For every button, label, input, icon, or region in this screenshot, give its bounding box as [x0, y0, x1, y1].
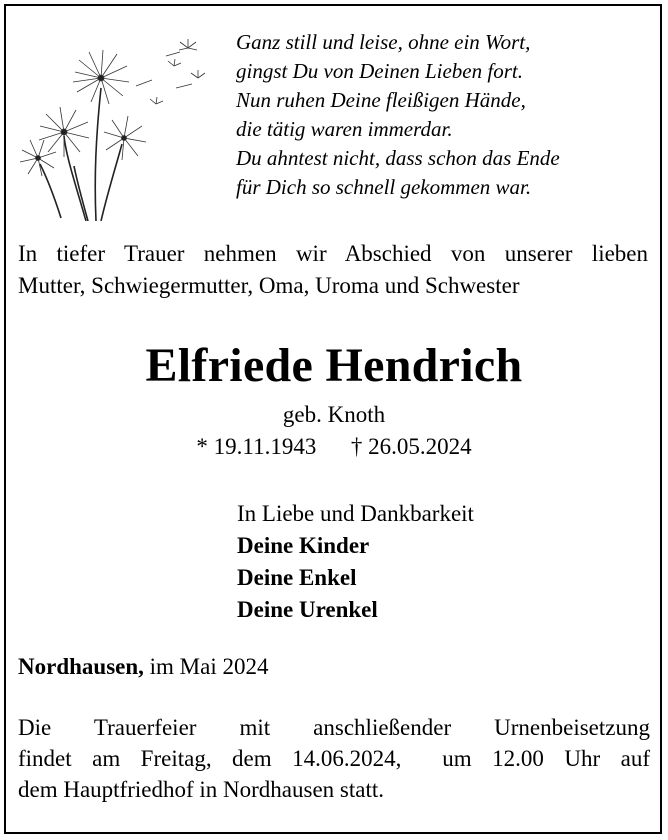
poem-line: Ganz still und leise, ohne ein Wort,: [236, 30, 531, 54]
place-date-text: im Mai 2024: [143, 654, 269, 679]
mourners-intro: In Liebe und Dankbarkeit: [237, 501, 474, 526]
intro-text: [18, 238, 648, 302]
poem-line: für Dich so schnell gekommen war.: [236, 175, 532, 199]
place-date: [18, 652, 638, 682]
poem-line: Du ahntest nicht, dass schon das Ende: [236, 146, 560, 170]
intro-line: In tiefer Trauer nehmen wir Abschied von unserer lieben: [18, 241, 648, 266]
intro-line: Mutter, Schwiegermutter, Oma, Uroma und Schwester: [18, 273, 520, 298]
mourner-line: Deine Kinder: [237, 533, 370, 558]
mourner-line: Deine Urenkel: [237, 597, 378, 622]
dandelion-illustration-icon: [16, 26, 216, 221]
service-line: dem Hauptfriedhof in Nordhausen statt.: [18, 777, 384, 802]
service-line: findet am Freitag, dem 14.06.2024, um 12.00 Uhr auf: [18, 746, 650, 771]
deceased-name: Elfriede Hendrich: [145, 339, 523, 392]
poem-line: die tätig waren immerdar.: [236, 117, 453, 141]
place-city: Nordhausen,: [18, 654, 144, 679]
poem: [236, 28, 646, 202]
death-date: † 26.05.2024: [350, 434, 472, 459]
service-line: Die Trauerfeier mit anschließender Urnenbeisetzung: [18, 715, 650, 740]
poem-line: gingst Du von Deinen Lieben fort.: [236, 59, 523, 83]
life-dates: [0, 432, 668, 462]
mourner-line: Deine Enkel: [237, 565, 357, 590]
poem-line: Nun ruhen Deine fleißigen Hände,: [236, 88, 526, 112]
service-info: [18, 712, 650, 805]
birth-date: * 19.11.1943: [196, 434, 317, 459]
mourners: [237, 498, 657, 626]
birth-name: geb. Knoth: [282, 402, 386, 427]
